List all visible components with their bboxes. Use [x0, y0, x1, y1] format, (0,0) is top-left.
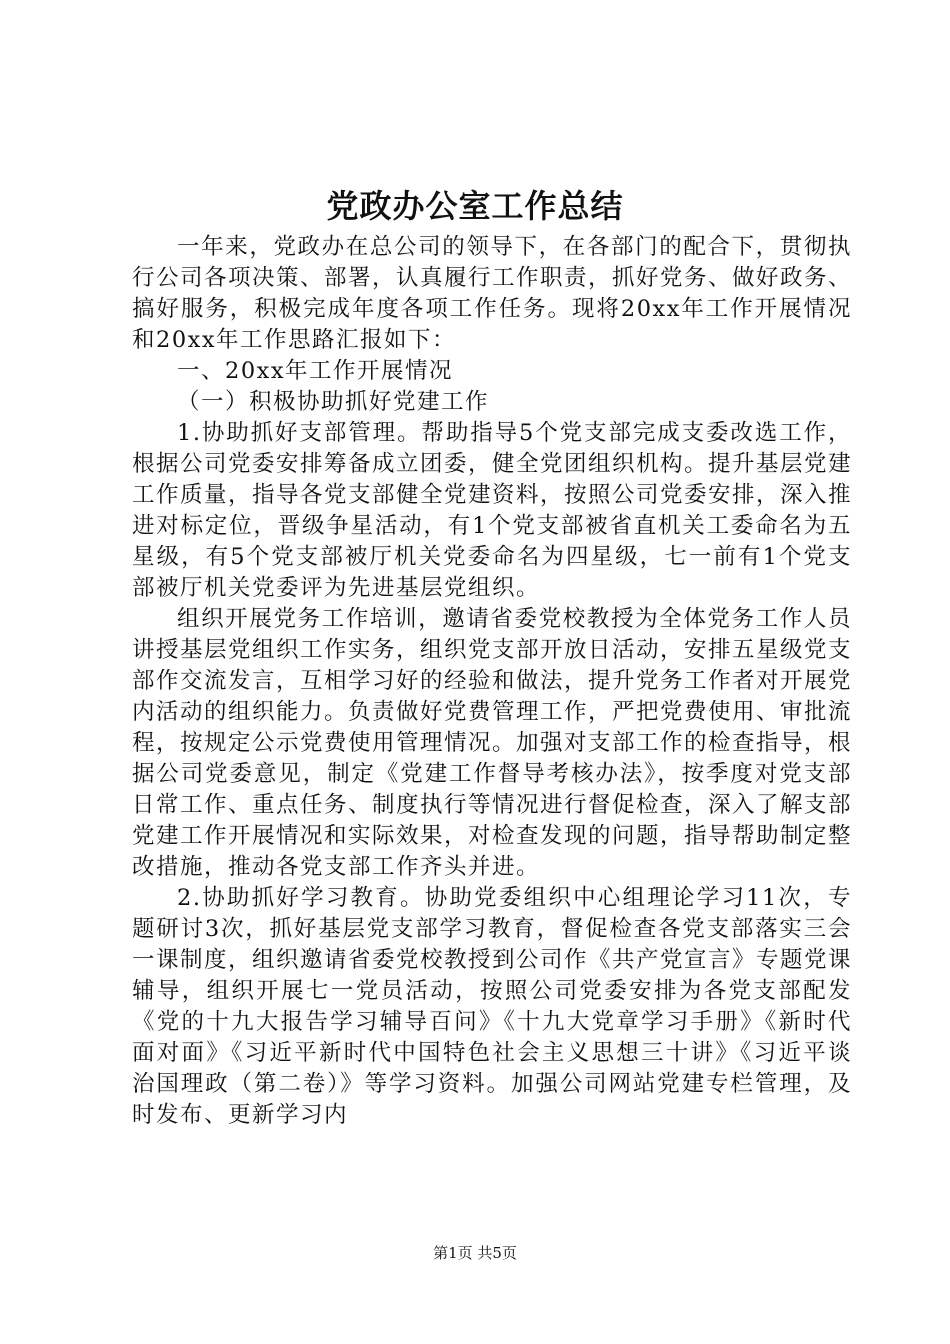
document-title: 党政办公室工作总结 [326, 187, 624, 225]
body-paragraph: 1.协助抓好支部管理。帮助指导5个党支部完成支委改选工作，根据公司党委安排筹备成立团委，健全党团组织机构。提升基层党建工作质量，指导各党支部健全党建资料，按照公司党委安排，深入推进对标定位，晋级争星活动，有1个党支部被省直机关工委命名为五星级，有5个党支部被厅机关党委命名为四星级，七一前有1个党支部被厅机关党委评为先进基层党组织。 [132, 420, 853, 601]
page-footer: 第1页 共5页 [433, 1244, 517, 1262]
intro-paragraph: 一年来，党政办在总公司的领导下，在各部门的配合下，贯彻执行公司各项决策、部署，认真履行工作职责，抓好党务、做好政务、搞好服务，积极完成年度各项工作任务。现将20xx年工作开展情况和20xx年工作思路汇报如下： [132, 234, 853, 353]
subsection-heading: （一）积极协助抓好党建工作 [177, 389, 490, 415]
body-paragraph: 组织开展党务工作培训，邀请省委党校教授为全体党务工作人员讲授基层党组织工作实务，组织党支部开放日活动，安排五星级党支部作交流发言，互相学习好的经验和做法，提升党务工作者对开展党内活动的组织能力。负责做好党费管理工作，严把党费使用、审批流程，按规定公示党费使用管理情况。加强对支部工作的检查指导，根据公司党委意见，制定《党建工作督导考核办法》，按季度对党支部日常工作、重点任务、制度执行等情况进行督促检查，深入了解支部党建工作开展情况和实际效果，对检查发现的问题，指导帮助制定整改措施，推动各党支部工作齐头并进。 [132, 606, 853, 880]
document-body [132, 232, 852, 1131]
body-paragraph: 2.协助抓好学习教育。协助党委组织中心组理论学习11次，专题研讨3次，抓好基层党支部学习教育，督促检查各党支部落实三会一课制度，组织邀请省委党校教授到公司作《共产党宣言》专题党课辅导，组织开展七一党员活动，按照公司党委安排为各党支部配发《党的十九大报告学习辅导百问》《十九大党章学习手册》《新时代面对面》《习近平新时代中国特色社会主义思想三十讲》《习近平谈治国理政（第二卷）》等学习资料。加强公司网站党建专栏管理，及时发布、更新学习内 [132, 885, 853, 1128]
section-heading: 一、20xx年工作开展情况 [177, 358, 454, 384]
